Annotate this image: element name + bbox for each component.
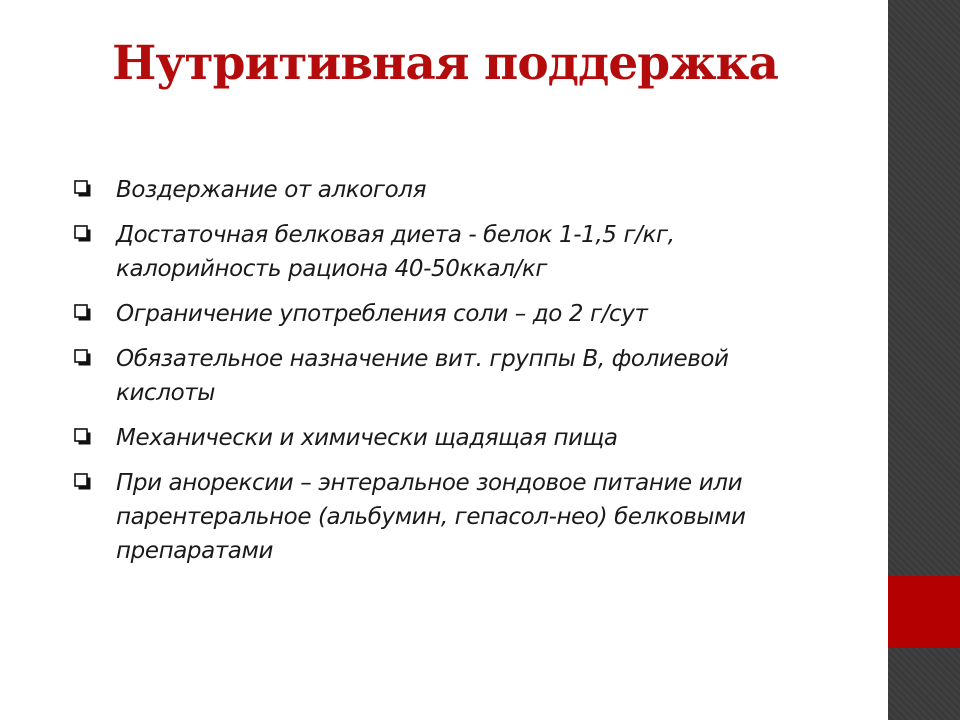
bullet-text-line: препаратами [116,538,274,564]
bullet-text-line: Ограничение употребления соли – до 2 г/сут [116,301,648,327]
bullet-item [72,421,812,455]
bullet-text-line: Обязательное назначение вит. группы В, фолиевой [116,346,729,372]
bullet-item [72,466,812,568]
bullet-item [72,218,812,286]
checkbox-icon [74,473,92,491]
slide-title: Нутритивная поддержка [112,36,778,91]
bullet-list [72,173,812,579]
checkbox-icon [74,180,92,198]
bullet-text-line: парентеральное (альбумин, гепасол-нео) белковыми [116,504,746,530]
bullet-text-line: калорийность рациона 40-50ккал/кг [116,256,548,282]
bullet-item [72,342,812,410]
bullet-item [72,173,812,207]
sidebar-accent-block [888,576,960,648]
checkbox-icon [74,225,92,243]
bullet-text-line: Достаточная белковая диета - белок 1-1,5 г/кг, [116,222,675,248]
bullet-text-line: При анорексии – энтеральное зондовое питание или [116,470,743,496]
checkbox-icon [74,349,92,367]
bullet-text-line: Механически и химически щадящая пища [116,425,618,451]
checkbox-icon [74,428,92,446]
checkbox-icon [74,304,92,322]
bullet-text-line: Воздержание от алкоголя [116,177,427,203]
bullet-item [72,297,812,331]
bullet-text-line: кислоты [116,380,216,406]
